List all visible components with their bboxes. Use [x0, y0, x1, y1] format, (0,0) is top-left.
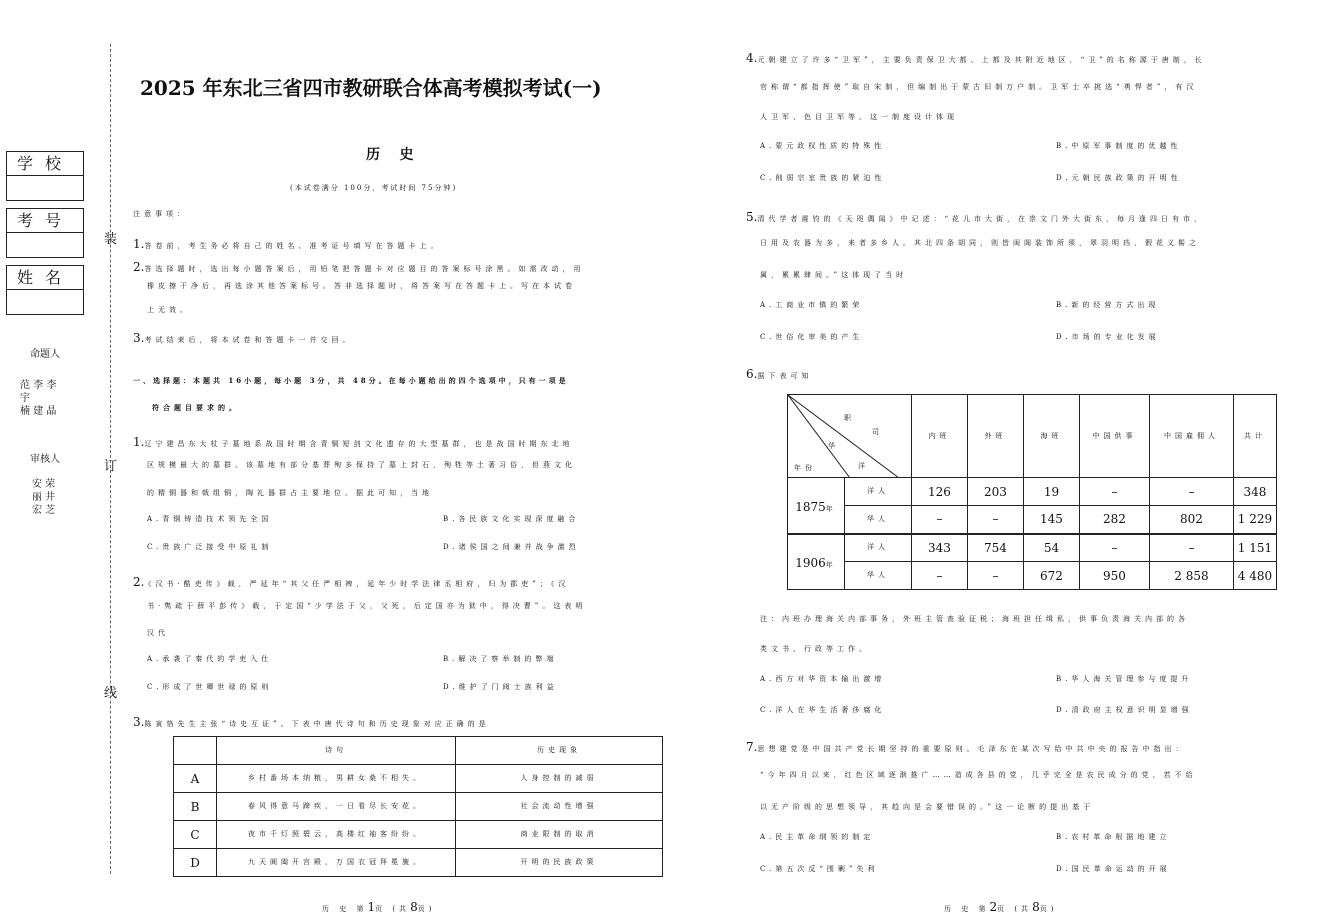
q2-stem-3: 汉代	[147, 629, 169, 637]
table-cell: 672	[1023, 562, 1079, 590]
notice-item-3: 3.考试结束后，将本试卷和答题卡一并交回。	[133, 331, 354, 345]
q6-year-cell: 1875年	[788, 478, 845, 534]
table-row	[174, 821, 663, 849]
name-label: 姓名	[7, 266, 83, 290]
table-cell: 1 151	[1233, 534, 1276, 562]
q7-stem-3: 以无产阶级的思想领导，其趋向是会要错误的。”这一论断的提出基于	[760, 803, 1095, 811]
table-cell: 950	[1079, 562, 1149, 590]
q1-option-c: C.贵族广泛接受中原礼制	[147, 543, 273, 551]
table-cell: –	[1079, 478, 1149, 506]
notice-item-2: 2.答选择题时，选出每小题答案后，用铅笔把答题卡对应题目的答案标号涂黑。如需改动，用	[133, 260, 585, 274]
name-blank	[7, 290, 83, 314]
table-header-poem: 诗句	[217, 737, 456, 765]
exam-note: (本试卷满分 100分，考试时间 75分钟)	[290, 184, 458, 192]
table-cell: 夜市千灯照碧云，高楼红袖客纷纷。	[217, 821, 456, 849]
table-cell: 开明的民族政策	[456, 849, 663, 877]
table-cell: 348	[1233, 478, 1276, 506]
proposers-name-1: 范 李 李	[20, 380, 57, 391]
q6-col-header: 外班	[967, 395, 1023, 478]
q1-option-d: D.诸侯国之间兼并战争激烈	[443, 543, 580, 551]
q6-table	[787, 394, 1277, 590]
q3-table	[173, 736, 663, 877]
table-cell: 19	[1023, 478, 1079, 506]
table-cell: 282	[1079, 506, 1149, 534]
q4-option-a: A.蒙元政权性质的特殊性	[760, 142, 886, 150]
q6-option-b: B.华人海关管理参与度提升	[1056, 675, 1193, 683]
table-row	[174, 793, 663, 821]
table-cell: 754	[967, 534, 1023, 562]
q2-option-d: D.维护了门阀士族利益	[443, 683, 558, 691]
school-box	[6, 151, 84, 201]
q4-option-c: C.削弱宗室贵族的紧迫性	[760, 174, 886, 182]
table-cell: D	[174, 849, 217, 877]
page-footer-1: 历 史 第1页 (共8页)	[322, 900, 436, 914]
q6-col-header: 内班	[911, 395, 967, 478]
binding-char-xian: 线	[104, 686, 118, 701]
q2-stem-2: 书·隽疏于薛平彭传》载，于定国“少学法于父，父死，后定国亦为狱中，得决曹”。这表明	[147, 602, 587, 610]
q5-option-b: B.新的经营方式出现	[1056, 301, 1160, 309]
table-cell: 802	[1149, 506, 1233, 534]
q4-option-b: B.中原军事制度的优越性	[1056, 142, 1182, 150]
q6-option-a: A.西方对华资本输出激增	[760, 675, 886, 683]
notice-title: 注意事项：	[133, 210, 188, 218]
table-cell: 343	[911, 534, 967, 562]
table-cell: 126	[911, 478, 967, 506]
q6-row-label: 洋人	[845, 478, 912, 506]
q6-year-cell: 1906年	[788, 534, 845, 590]
diag-label-mid: 华	[828, 442, 839, 450]
q6-col-header: 中国供事	[1079, 395, 1149, 478]
q5-option-c: C.世俗化审美的产生	[760, 333, 864, 341]
q4-stem-3: 人卫军、色目卫军等。这一制度设计体现	[760, 113, 958, 121]
q5-stem: 5.清代学者震钧的《天咫偶闻》中记述：“花儿市大街，在崇文门外大街东，每月逢四日有市，	[746, 210, 1206, 224]
q3-stem: 3.陈寅恪先生主张“诗史互证”。下表中唐代诗句和历史现象对应正确的是	[133, 715, 490, 729]
subject-title: 历 史	[366, 147, 414, 163]
table-cell: 春风得意马蹄疾，一日看尽长安花。	[217, 793, 456, 821]
q1-stem-2: 区规模最大的墓群。该墓地有部分基葬殉多保持了墓上封石，殉牲等土著习俗，但燕文化	[147, 461, 576, 469]
proposers-name-3: 楠 建 晶	[20, 406, 57, 417]
table-cell: –	[911, 506, 967, 534]
binding-char-zhuang: 装	[104, 232, 118, 247]
binding-char-ding: 订	[104, 459, 118, 474]
q1-option-b: B.各民族文化实现深度融合	[443, 515, 580, 523]
q2-option-c: C.形成了世卿世禄的原则	[147, 683, 273, 691]
q2-option-b: B.解决了察举制的弊端	[443, 655, 558, 663]
table-row	[788, 562, 1277, 590]
table-cell: 人身控制的减弱	[456, 765, 663, 793]
q7-stem: 7.思想建党是中国共产党长期坚持的重要原则。毛泽东在某次写给中共中央的报告中指出：	[746, 740, 1187, 754]
q7-option-c: C.第五次反“围剿”失利	[760, 865, 879, 873]
table-cell: –	[1149, 534, 1233, 562]
table-cell: 145	[1023, 506, 1079, 534]
page-footer-2: 历 史 第2页 (共8页)	[944, 900, 1058, 914]
q4-stem: 4.元朝建立了许多“卫军”，主要负责保卫大都、上都及其附近地区，“卫”的名称源于唐制，长	[746, 51, 1206, 65]
table-cell: 4 480	[1233, 562, 1276, 590]
table-row	[788, 395, 1277, 478]
table-cell: 乡村番场本纳粮，男耕女桑不相失。	[217, 765, 456, 793]
q6-option-d: D.清政府主权意识明显增强	[1056, 706, 1193, 714]
q7-option-a: A.民主革命纲领的制定	[760, 833, 875, 841]
table-row	[788, 478, 1277, 506]
q6-row-label: 华人	[845, 506, 912, 534]
q6-col-header: 海班	[1023, 395, 1079, 478]
q6-stem: 6.据下表可知	[746, 367, 813, 381]
table-cell: 2 858	[1149, 562, 1233, 590]
school-label: 学校	[7, 152, 83, 176]
section1-heading-2: 符合题目要求的。	[152, 403, 240, 412]
table-cell: –	[1149, 478, 1233, 506]
table-row	[174, 765, 663, 793]
table-cell: A	[174, 765, 217, 793]
q6-table-wrap	[787, 394, 1277, 590]
table-row	[174, 737, 663, 765]
q5-stem-3: 属，累累肆间。”这体现了当时	[760, 271, 908, 279]
table-cell: –	[967, 562, 1023, 590]
q5-option-d: D.市场的专业化发展	[1056, 333, 1160, 341]
school-blank	[7, 176, 83, 200]
table-header-phenomenon: 历史现象	[456, 737, 663, 765]
exam-number-label: 考号	[7, 209, 83, 233]
q1-option-a: A.青铜铸造技术领先全国	[147, 515, 273, 523]
q6-note-2: 类文书、行政等工作。	[760, 645, 870, 653]
table-cell: B	[174, 793, 217, 821]
table-cell	[174, 737, 217, 765]
q5-option-a: A.工商业市镇的繁荣	[760, 301, 864, 309]
table-row	[788, 506, 1277, 534]
proposers-name-2: 宇	[20, 393, 30, 404]
notice-item-2-line-3: 上无效。	[147, 306, 191, 314]
diag-label-mid2: 洋	[858, 462, 869, 470]
q6-note: 注：内班办理海关内部事务，外班主管查验征税；海班担任缉私，供事负责海关内部的各	[760, 615, 1189, 623]
section1-heading: 一、选择题：本题共 16小题，每小题 3分，共 48分。在每小题给出的四个选项中，只有一项是	[133, 376, 569, 385]
table-cell: –	[1079, 534, 1149, 562]
table-row	[174, 849, 663, 877]
exam-number-blank	[7, 233, 83, 257]
proposers-label: 命题人	[30, 349, 60, 360]
table-cell: 九天阊阖开宫殿，万国衣冠拜冕旒。	[217, 849, 456, 877]
q7-option-d: D.国民革命运动的开展	[1056, 865, 1171, 873]
diag-label-top: 职	[844, 414, 855, 422]
reviewers-name-1: 安 荣	[32, 479, 56, 490]
table-cell: 54	[1023, 534, 1079, 562]
table-cell: –	[911, 562, 967, 590]
exam-title: 2025 年东北三省四市教研联合体高考模拟考试(一)	[140, 76, 602, 100]
notice-item-1: 1.答卷前，考生务必将自己的姓名、准考证号填写在答题卡上。	[133, 237, 442, 251]
diag-label-top2: 司	[872, 428, 883, 436]
table-cell: 商业限制的取消	[456, 821, 663, 849]
q6-row-label: 华人	[845, 562, 912, 590]
q4-option-d: D.元朝民族政策的开明性	[1056, 174, 1182, 182]
table-cell: 203	[967, 478, 1023, 506]
reviewers-name-2: 丽 井	[32, 492, 56, 503]
notice-item-2-line-2: 橡皮擦干净后，再选涂其他答案标号。答非选择题时，将答案写在答题卡上。写在本试卷	[147, 282, 576, 290]
q5-stem-2: 日用及农器为多，来者多乡人。其北四条胡同，则皆闺阁装饰所须，翠羽明珰，假花义髻之	[760, 239, 1200, 247]
q6-col-header: 中国雇佣人	[1149, 395, 1233, 478]
table-cell: C	[174, 821, 217, 849]
q7-stem-2: “今年四月以来，红色区域逐渐推广……造成各县的党，几乎完全是农民成分的党，若不给	[760, 771, 1197, 779]
q6-col-header: 共计	[1233, 395, 1276, 478]
q6-option-c: C.洋人在华生活奢侈腐化	[760, 706, 886, 714]
q1-stem-3: 的精铜器和戟组铜，陶礼器群占主要地位。据此可知，当地	[147, 489, 433, 497]
table-cell: –	[967, 506, 1023, 534]
q6-row-label: 洋人	[845, 534, 912, 562]
table-cell: 社会流动性增强	[456, 793, 663, 821]
q2-stem: 2.《汉书·酷吏传》载，严延年“其父任严相裨，延年少时学法律丞相府，归为郡吏”；《汉	[133, 575, 570, 589]
q2-option-a: A.承袭了秦代的学吏入仕	[147, 655, 273, 663]
reviewers-name-3: 宏 芝	[32, 505, 56, 516]
q1-stem: 1.辽宁建昌东大杖子墓地系战国时期含青铜短剑文化遗存的大型墓群，也是战国时期东北地	[133, 435, 574, 449]
q6-diagonal-header	[788, 395, 912, 478]
table-cell: 1 229	[1233, 506, 1276, 534]
diag-label-bottom: 年份	[794, 464, 816, 472]
q7-option-b: B.农村革命根据地建立	[1056, 833, 1171, 841]
table-row	[788, 534, 1277, 562]
exam-number-box	[6, 208, 84, 258]
q4-stem-2: 官称谓“都指挥使”取自宋制，但编制出于蒙古旧制万户制。卫军士卒挑选“勇悍者”，有汉	[760, 83, 1198, 91]
name-box	[6, 265, 84, 315]
reviewers-label: 审核人	[30, 454, 60, 465]
